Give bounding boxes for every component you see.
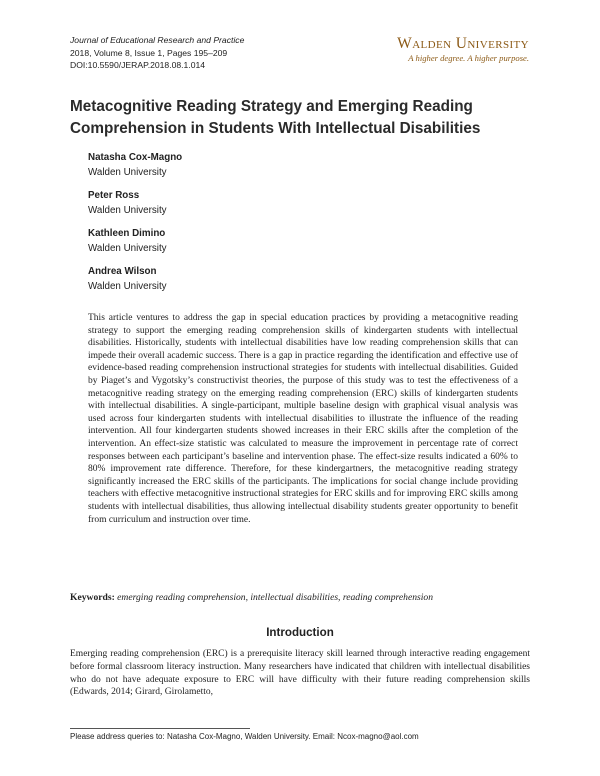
logo-tagline: A higher degree. A higher purpose. [408,53,529,63]
issue-line: 2018, Volume 8, Issue 1, Pages 195–209 [70,47,228,58]
doi: DOI:10.5590/JERAP.2018.08.1.014 [70,60,206,70]
author-affiliation: Walden University [88,204,167,216]
journal-name: Journal of Educational Research and Practice [70,35,245,45]
author-name: Peter Ross [88,190,140,201]
author [88,189,182,227]
author [88,265,182,303]
author-affiliation: Walden University [88,166,167,178]
walden-logo [397,36,529,63]
author-name: Andrea Wilson [88,266,157,277]
footer-contact: Please address queries to: Natasha Cox-Magno, Walden University. Email: Ncox-magno@aol.com [70,732,419,741]
introduction-text: Emerging reading comprehension (ERC) is a prerequisite literacy skill learned through interactive reading engagement before formal classroom literacy instruction. Many researchers have indicated that children with intellectual disabilities who do not have adequate exposure to ERC will have difficulty with their future reading comprehension skills (Edwards, 2014; Girard, Girolametto, [70,649,530,698]
author [88,151,182,189]
logo-brand: Walden University [397,35,529,52]
footer-divider [70,728,250,729]
keywords-values: emerging reading comprehension, intellectual disabilities, reading comprehension [117,592,434,603]
keywords [70,592,433,603]
introduction-heading: Introduction [266,626,334,639]
author [88,227,182,265]
author-list [88,151,182,303]
abstract: This article ventures to address the gap in special education practices by providing a metacognitive reading strategy to support the emerging reading comprehension skills of kindergarten students with intellectual disabilities. Historically, students with intellectual disabilities have low reading comprehension skills that can impede their overall academic success. There is a gap in practice regarding the identification and effective use of evidence-based reading comprehension instructional strategies for students with intellectual disabilities. Guided by Piaget’s and Vygotsky’s constructivist theories, the purpose of this study was to test the effectiveness of a metacognitive reading strategy on the emerging reading comprehension (ERC) skills of kindergarten students with intellectual disabilities. A single-participant, multiple baseline design with graphical visual analysis was used across four kindergarten students with intellectual disabilities to illustrate the influence of the reading intervention. All four kindergarten students showed increases in their ERC skills after the completion of the intervention. An effect-size statistic was calculated to measure the improvement in percentage rate of correct responses between each participant’s baseline and intervention phase. The effect-size results indicated a 60% to 80% improvement rate difference. Therefore, for these kindergartners, the metacognitive reading strategy significantly increased the ERC skills of the participants. The implications for social change include providing teachers with effective metacognitive instructional strategies for ERC skills and for improving ERC skills among students with intellectual disabilities, thus allowing intellectual disability students greater opportunity to benefit from curriculum and instruction over time. [88,313,518,525]
keywords-label: Keywords: [70,592,115,603]
article-title: Metacognitive Reading Strategy and Emerging Reading Comprehension in Students With Intellectual Disabilities [70,98,481,137]
author-name: Kathleen Dimino [88,228,166,239]
journal-info [70,34,244,72]
author-name: Natasha Cox-Magno [88,152,183,163]
author-affiliation: Walden University [88,280,167,292]
author-affiliation: Walden University [88,242,167,254]
